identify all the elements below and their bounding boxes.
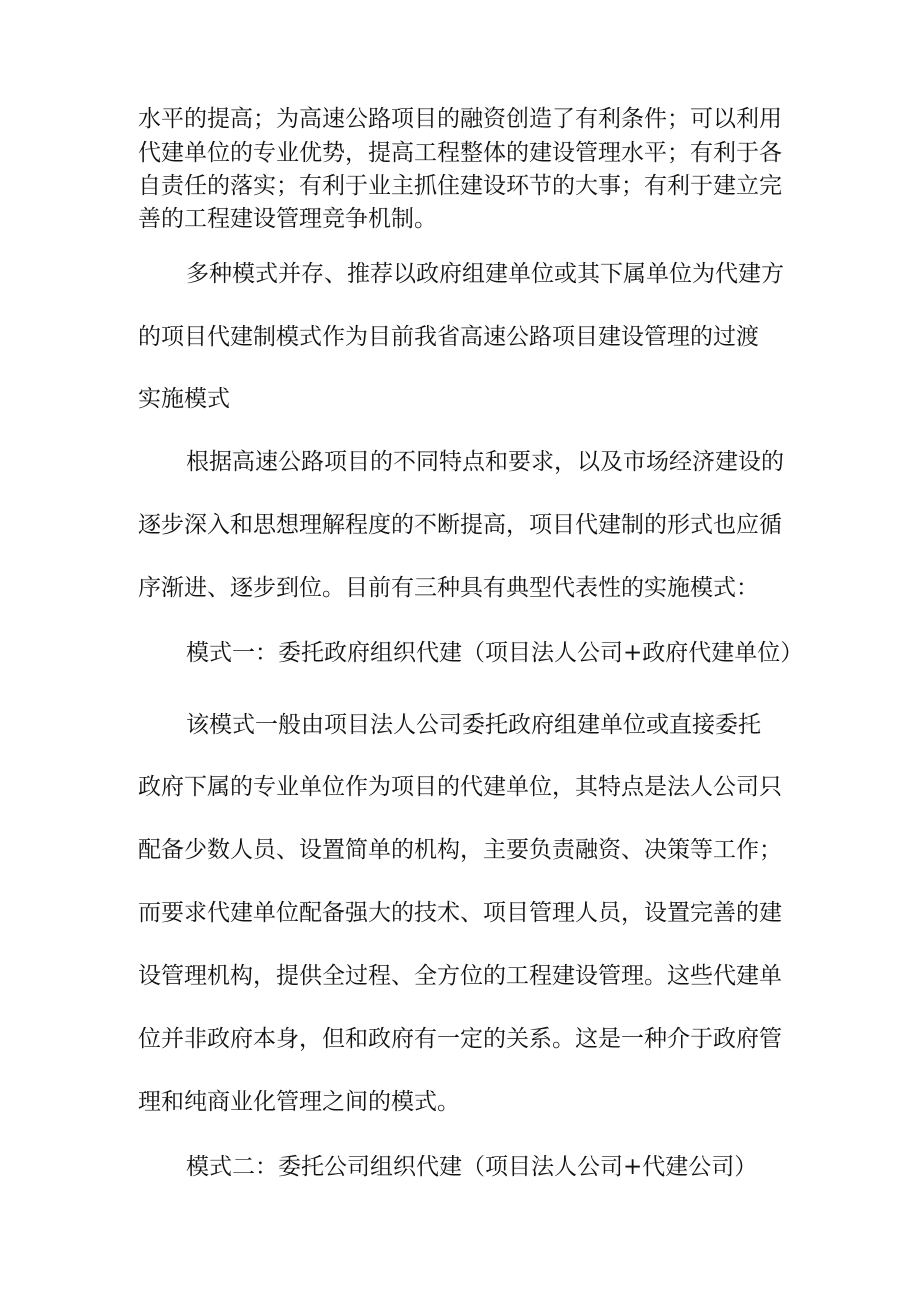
text-line: 代建单位的专业优势，提高工程整体的建设管理水平；有利于各: [138, 140, 782, 166]
text-line: 的项目代建制模式作为目前我省高速公路项目建设管理的过渡: [138, 324, 759, 350]
text-line: 自责任的落实；有利于业主抓住建设环节的大事；有利于建立完: [138, 173, 782, 199]
text-line: 而要求代建单位配备强大的技术、项目管理人员，设置完善的建: [138, 900, 782, 926]
text-line: 实施模式: [138, 386, 230, 412]
text-line: 位并非政府本身，但和政府有一定的关系。这是一种介于政府管: [138, 1026, 782, 1052]
text-line: 逐步深入和思想理解程度的不断提高，项目代建制的形式也应循: [138, 512, 782, 538]
text-line: 善的工程建设管理竞争机制。: [138, 206, 437, 232]
text-line: 水平的提高；为高速公路项目的融资创造了有利条件；可以利用: [138, 106, 782, 132]
paragraph-heading: 多种模式并存、推荐以政府组建单位或其下属单位为代建方: [186, 261, 784, 287]
text-line: 政府下属的专业单位作为项目的代建单位，其特点是法人公司只: [138, 774, 782, 800]
mode-one-heading: 模式一：委托政府组织代建（项目法人公司+政府代建单位）: [186, 640, 804, 666]
text-line: 配备少数人员、设置简单的机构，主要负责融资、决策等工作；: [138, 837, 782, 863]
paragraph-start: 根据高速公路项目的不同特点和要求，以及市场经济建设的: [186, 449, 784, 475]
text-line: 序渐进、逐步到位。目前有三种具有典型代表性的实施模式：: [138, 575, 759, 601]
mode-two-heading: 模式二：委托公司组织代建（项目法人公司+代建公司）: [186, 1154, 758, 1180]
paragraph-start: 该模式一般由项目法人公司委托政府组建单位或直接委托: [186, 712, 761, 738]
text-line: 设管理机构，提供全过程、全方位的工程建设管理。这些代建单: [138, 963, 782, 989]
text-line: 理和纯商业化管理之间的模式。: [138, 1089, 460, 1115]
